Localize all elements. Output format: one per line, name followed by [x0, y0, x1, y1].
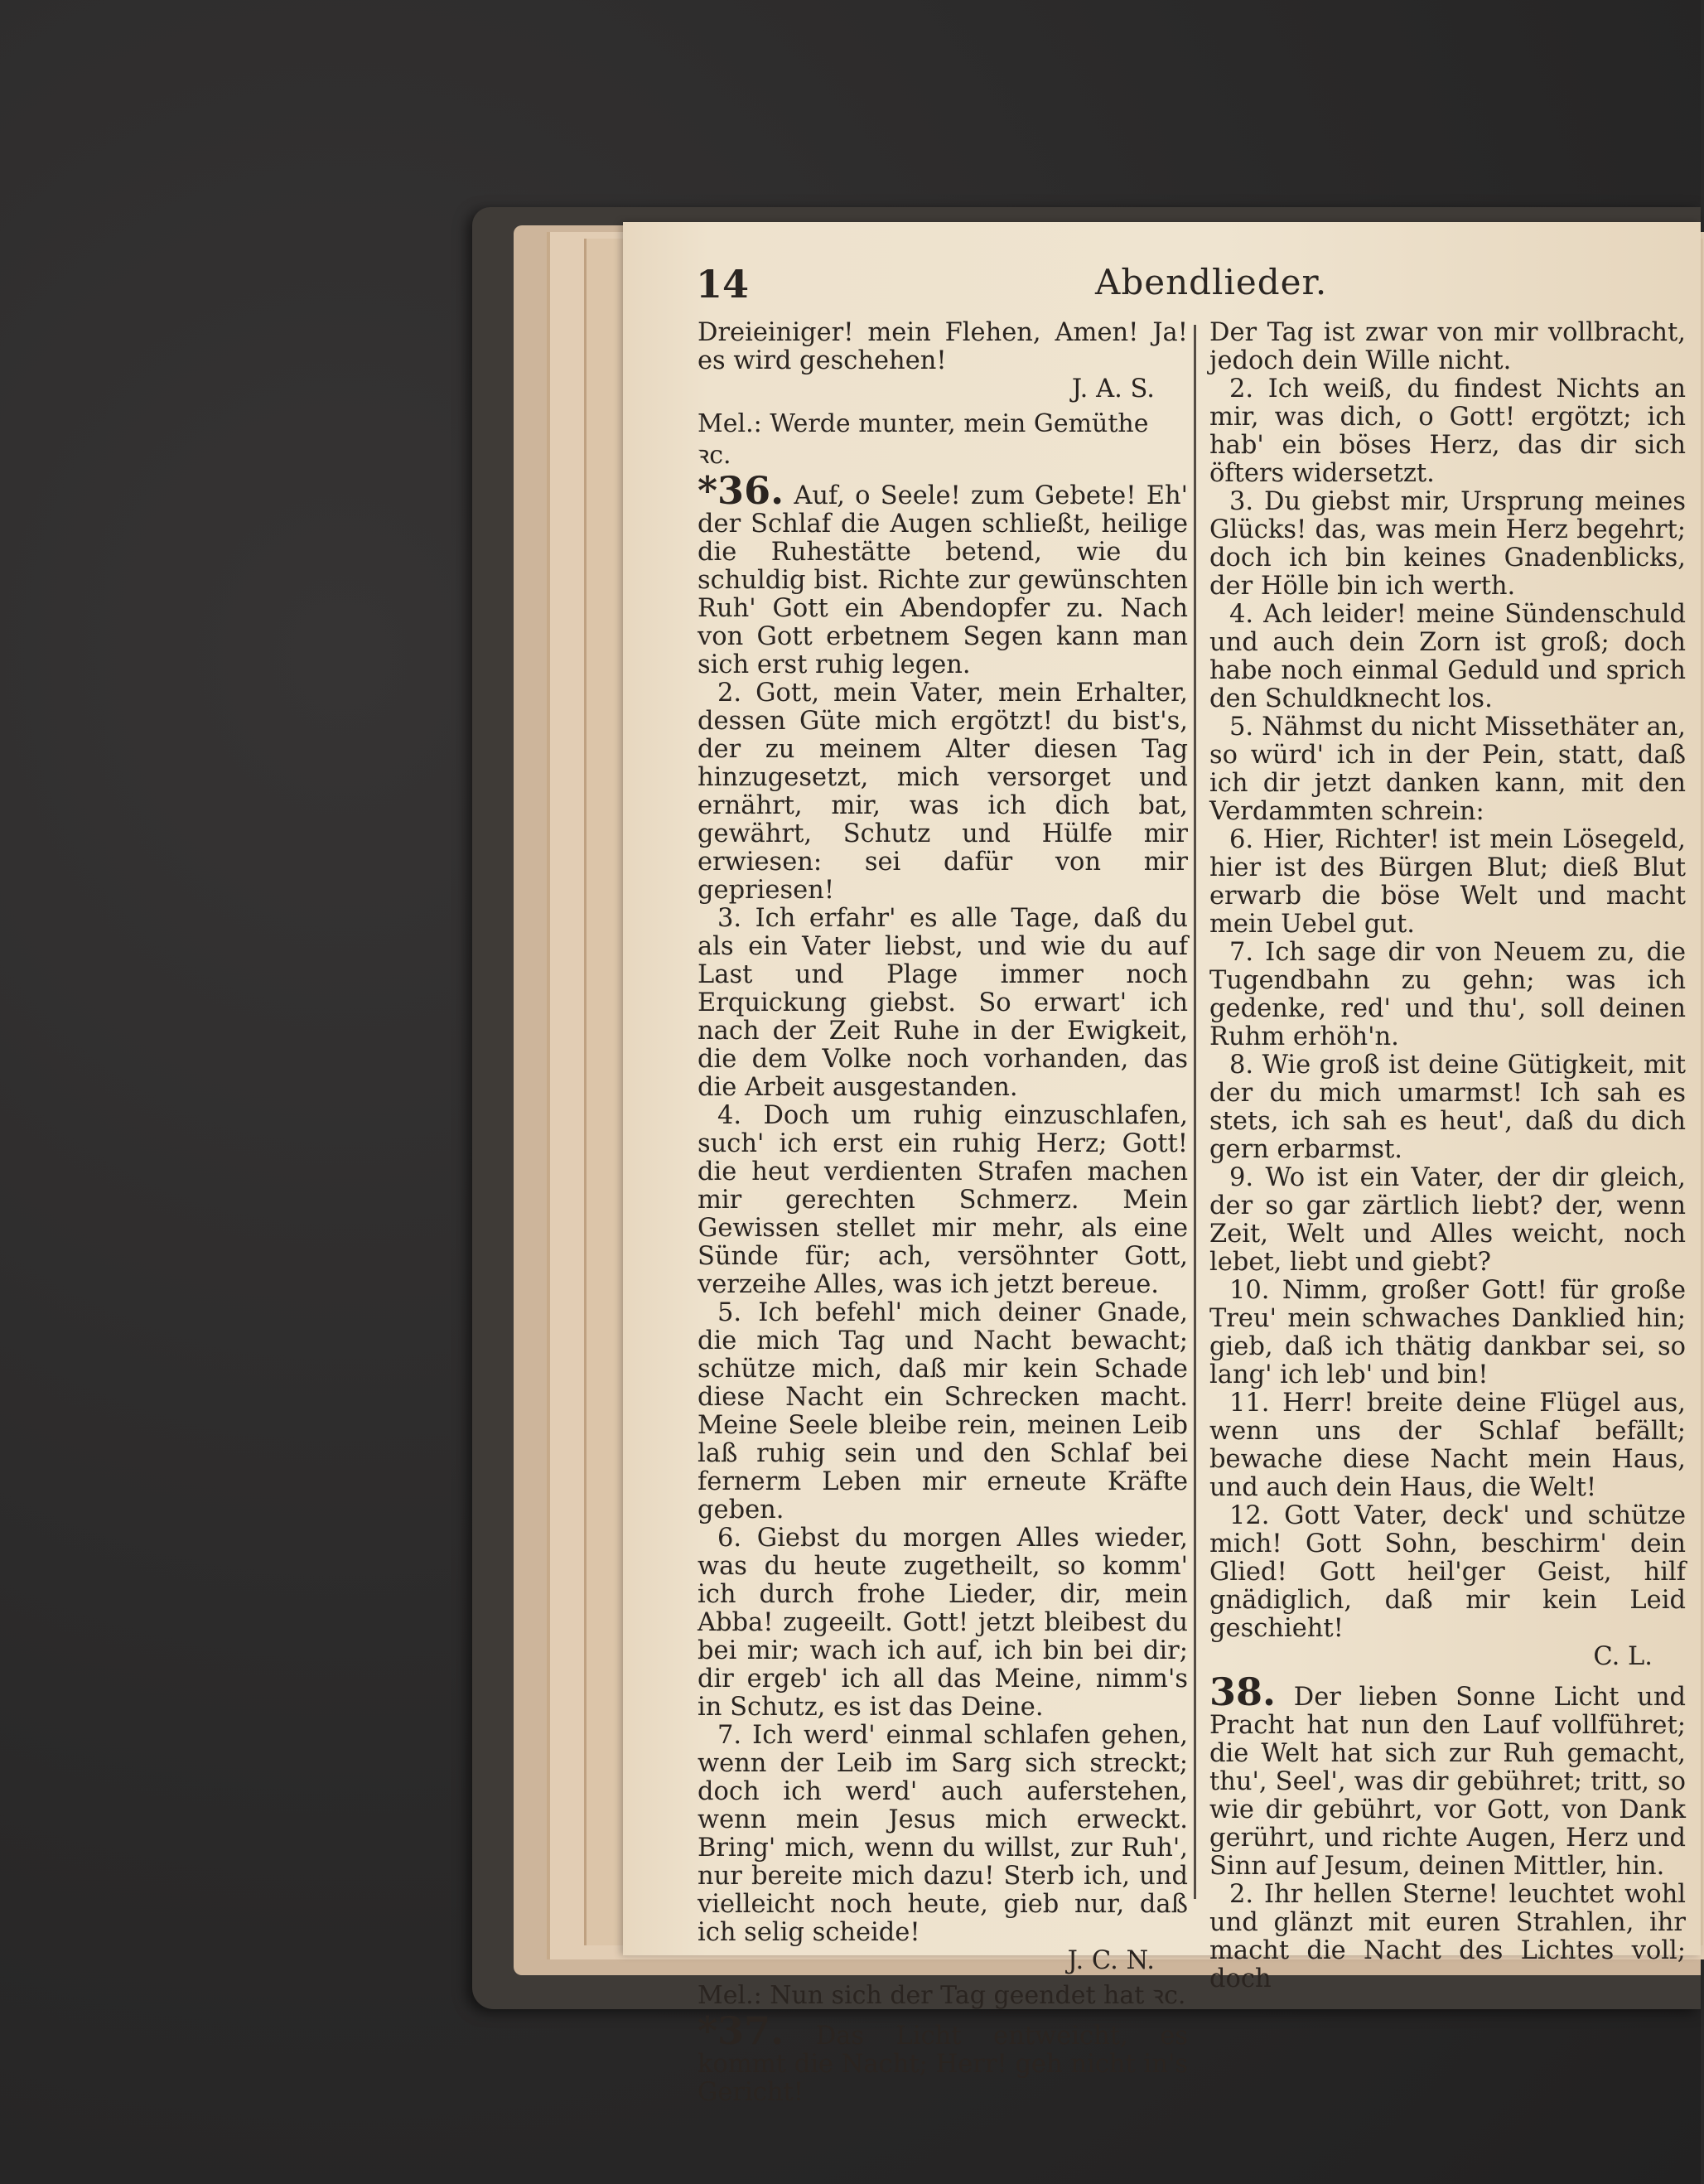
hymn-verse: 12. Gott Vater, deck' und schütze mich! Gott Sohn, beschirm' dein Glied! Gott heil'ger Geist, hilf gnädiglich, daß mir kein Leid geschieht! — [1209, 1501, 1686, 1643]
hymn-verse — [1209, 1669, 1686, 1881]
hymn-verse: 2. Gott, mein Vater, mein Erhalter, dessen Güte mich ergötzt! du bist's, der zu meinem Alter diesen Tag hinzugesetzt, mich versorget und ernährt, mir, was ich dich bat, gewährt, Schutz und Hülfe mir erwiesen: sei dafür von mir gepriesen! — [698, 679, 1188, 905]
hymn-verse: 9. Wo ist ein Vater, der dir gleich, der so gar zärtlich liebt? der, wenn Zeit, Welt und Alles weicht, noch lebet, liebt und giebt? — [1209, 1163, 1686, 1277]
hymn-number: 38. — [1209, 1669, 1277, 1714]
author-initials: C. L. — [1593, 1642, 1653, 1671]
hymn-verse: 6. Giebst du morgen Alles wieder, was du heute zugetheilt, so komm' ich durch frohe Lieder, dir, mein Abba! zugeeilt. Gott! jetzt bleibest du bei mir; wach ich auf, ich bin bei dir; dir ergeb' ich all das Meine, nimm's in Schutz, es ist das Deine. — [698, 1524, 1188, 1722]
hymn-verse: 3. Ich erfahr' es alle Tage, daß du als ein Vater liebst, und wie du auf Last und Plage immer noch Erquickung giebst. So erwart' ich nach der Zeit Ruhe in der Ewigkeit, die dem Volke noch vorhanden, das die Arbeit ausgestanden. — [698, 904, 1188, 1102]
verse-text: Das Licht entweicht, es kommt die Nacht; Herr! geh nicht in's Gericht! — [698, 2022, 1188, 2107]
hymn-verse: 5. Ich befehl' mich deiner Gnade, die mich Tag und Nacht bewacht; schütze mich, daß mir kein Schade diese Nacht ein Schrecken macht. Meine Seele bleibe rein, meinen Leib laß ruhig sein und den Schlaf bei fernerm Leben mir erneute Kräfte geben. — [698, 1298, 1188, 1524]
hymn-verse: 4. Doch um ruhig einzuschlafen, such' ich erst ein ruhig Herz; Gott! die heut verdienten Strafen machen mir gerechten Schmerz. Mein Gewissen stellet mir mehr, als eine Sünde für; ach, versöhnter Gott, verzeihe Alles, was ich jetzt bereue. — [698, 1101, 1188, 1299]
hymn-verse: 7. Ich sage dir von Neuem zu, die Tugendbahn zu gehn; was ich gedenke, red' und thu', soll deinen Ruhm erhöh'n. — [1209, 938, 1686, 1051]
melody-line: Mel.: Nun sich der Tag geendet hat ꝛc. — [698, 1981, 1186, 2010]
hymn-verse — [698, 2008, 1188, 2107]
verse-text: Der lieben Sonne Licht und Pracht hat nun den Lauf vollführet; die Welt hat sich zur Ruh gemacht, thu', Seel', was dir gebühret; tritt, so wie dir gebührt, vor Gott, von Dank gerührt, und richte Augen, Herz und Sinn auf Jesum, deinen Mittler, hin. — [1209, 1683, 1686, 1881]
hymn-text: Dreieiniger! mein Flehen, Amen! Ja! es wird geschehen! — [698, 318, 1188, 375]
hymn-verse: Der Tag ist zwar von mir vollbracht, jedoch dein Wille nicht. — [1209, 318, 1686, 375]
hymn-verse: 2. Ihr hellen Sterne! leuchtet wohl und glänzt mit euren Strahlen, ihr macht die Nacht des Lichtes voll; doch — [1209, 1880, 1686, 1993]
hymn-verse: 10. Nimm, großer Gott! für große Treu' mein schwaches Danklied hin; gieb, daß ich thätig dankbar sei, so lang' ich leb' und bin! — [1209, 1276, 1686, 1389]
melody-line: Mel.: Werde munter, mein Gemüthe ꝛc. — [698, 409, 1149, 470]
right-text-column — [1209, 318, 1686, 1993]
column-divider — [1194, 325, 1196, 1899]
hymn-verse: 7. Ich werd' einmal schlafen gehen, wenn der Leib im Sarg sich streckt; doch ich werd' auch auferstehen, wenn mein Jesus mich erweckt. Bring' mich, wenn du willst, zur Ruh', nur bereite mich dazu! Sterb ich, und vielleicht noch heute, gieb nur, daß ich selig scheide! — [698, 1721, 1188, 1947]
running-title: Abendlieder. — [1095, 262, 1328, 302]
hymn-verse — [698, 468, 1189, 679]
author-initials: J. A. S. — [1071, 374, 1155, 403]
verse-text: Auf, o Seele! zum Gebete! Eh' der Schlaf die Augen schließt, heilige die Ruhestätte betend, wie du schuldig bist. Richte zur gewünschten Ruh' Gott ein Abendopfer zu. Nach von Gott erbetnem Segen kann man sich erst ruhig legen. — [698, 481, 1189, 679]
hymn-verse: 6. Hier, Richter! ist mein Lösegeld, hier ist des Bürgen Blut; dieß Blut erwarb die böse Welt und macht mein Uebel gut. — [1209, 825, 1686, 939]
hymn-verse: 11. Herr! breite deine Flügel aus, wenn uns der Schlaf befällt; bewache diese Nacht mein Haus, und auch dein Haus, die Welt! — [1209, 1389, 1686, 1502]
hymn-number: *37. — [698, 2008, 784, 2053]
author-initials: J. C. N. — [1067, 1946, 1155, 1975]
left-text-column — [698, 318, 1189, 2107]
hymn-verse: 3. Du giebst mir, Ursprung meines Glücks! das, was mein Herz begehrt; doch ich bin keines Gnadenblicks, der Hölle bin ich werth. — [1209, 487, 1686, 601]
hymn-verse: 4. Ach leider! meine Sündenschuld und auch dein Zorn ist groß; doch habe noch einmal Geduld und sprich den Schuldknecht los. — [1209, 600, 1686, 713]
hymn-verse: 8. Wie groß ist deine Gütigkeit, mit der du mich umarmst! Ich sah es stets, ich sah es heut', daß du dich gern erbarmst. — [1209, 1051, 1686, 1164]
hymn-number: *36. — [698, 468, 784, 513]
hymn-verse: 2. Ich weiß, du findest Nichts an mir, was dich, o Gott! ergötzt; ich hab' ein böses Herz, das dir sich öfters widersetzt. — [1209, 374, 1686, 488]
page-header — [696, 262, 1690, 312]
page-number: 14 — [696, 262, 750, 307]
hymn-verse: 5. Nähmst du nicht Missethäter an, so würd' ich in der Pein, statt, daß ich dir jetzt danken kann, mit den Verdammten schrein: — [1209, 713, 1686, 826]
